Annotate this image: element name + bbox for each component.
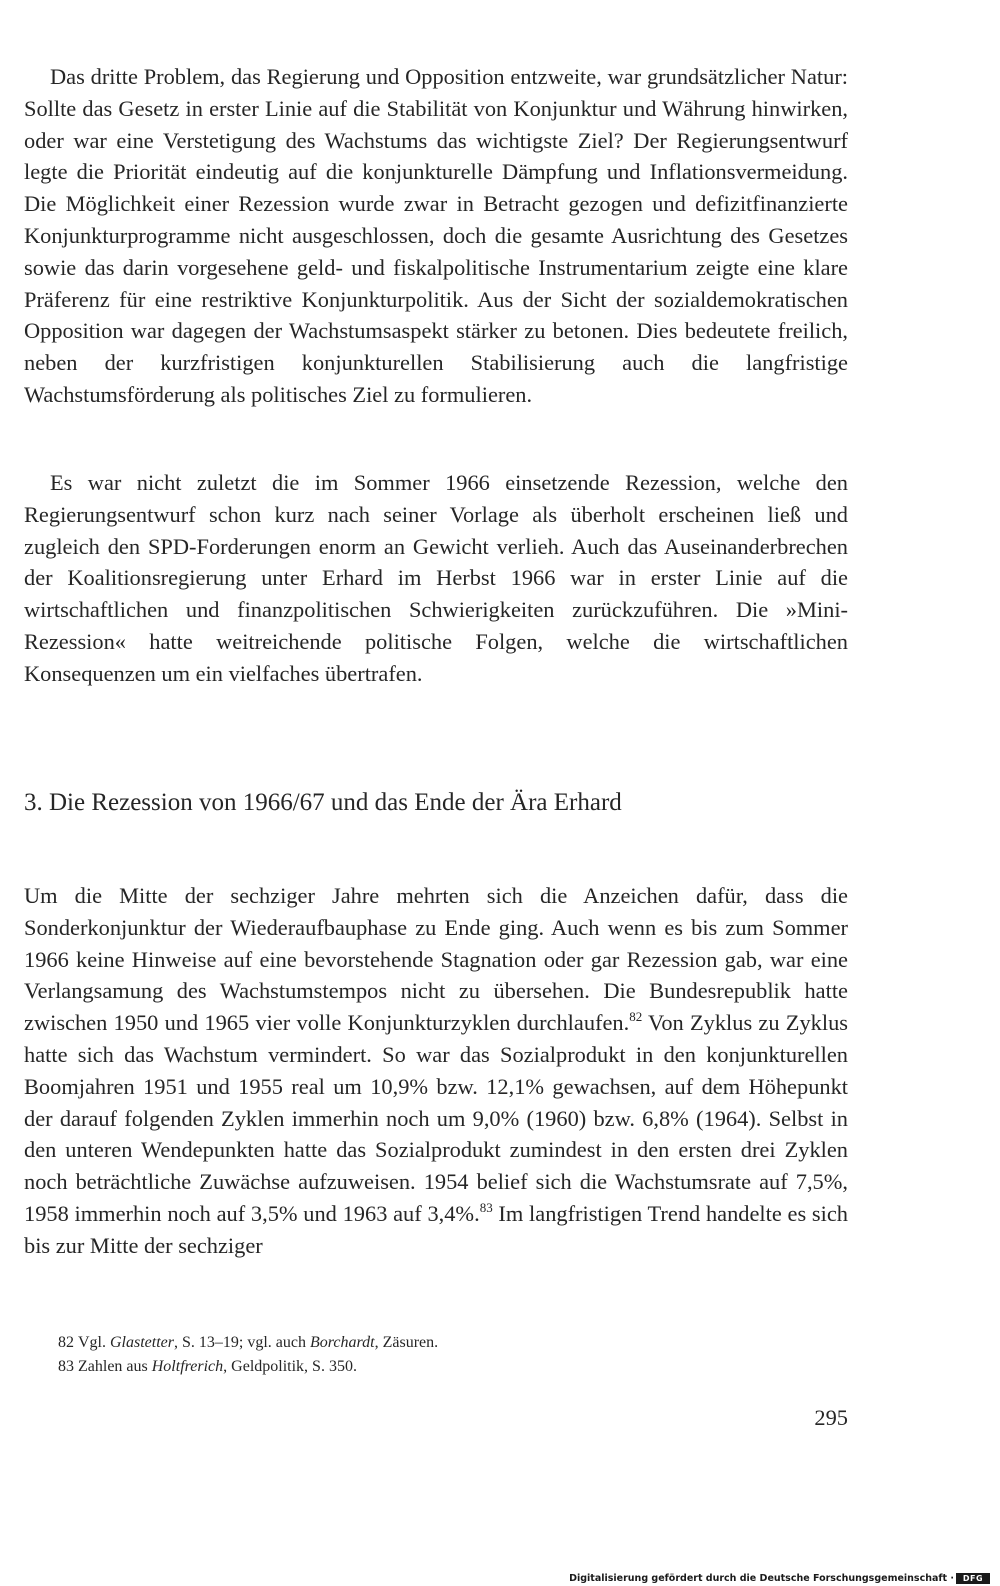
footnote-reference[interactable]: 83 xyxy=(479,1199,493,1215)
footnote-author: Holtfrerich xyxy=(151,1358,224,1375)
footnote-text: , S. 13–19; vgl. auch xyxy=(174,1334,310,1351)
page-number: 295 xyxy=(814,1405,848,1430)
footnote-text: Zahlen aus xyxy=(78,1358,152,1375)
paragraph-text: Im langfristigen Trend handelte es sich bis zur Mitte der sechziger xyxy=(24,1200,848,1258)
footnote-text: , Zäsuren. xyxy=(374,1334,439,1351)
footnote-number: 83 xyxy=(58,1358,74,1375)
digitization-credit: Digitalisierung gefördert durch die Deutsche Forschungsgemeinschaft · xyxy=(569,1573,954,1584)
footnote-text: , Geldpolitik, S. 350. xyxy=(223,1358,357,1375)
footnote xyxy=(58,1355,758,1379)
footnote xyxy=(58,1331,758,1355)
body-paragraph: Das dritte Problem, das Regierung und Opposition entzweite, war grundsätzlicher Natur: Sollte das Gesetz in erster Linie auf die Stabilität von Konjunktur und Währung hinwirken, oder war eine Verstetigung des Wachstums das wichtigste Ziel? Der Regierungsentwurf legte die Priorität eindeutig auf die konjunkturelle Dämpfung und Inflationsvermeidung. Die Möglichkeit einer Rezession wurde zwar in Betracht gezogen und defizitfinanzierte Konjunkturprogramme nicht ausgeschlossen, doch die gesamte Ausrichtung des Gesetzes sowie das darin vorgesehene geld- und fiskalpolitische Instrumentarium zeigte eine klare Präferenz für eine restriktive Konjunkturpolitik. Aus der Sicht der sozialdemokratischen Opposition war dagegen der Wachstumsaspekt stärker zu betonen. Dies bedeutete freilich, neben der kurzfristigen konjunkturellen Stabilisierung auch die langfristige Wachstumsförderung als politisches Ziel zu formulieren. xyxy=(24,64,848,407)
body-paragraph xyxy=(24,880,848,1262)
footnote-author: Glastetter xyxy=(110,1334,174,1351)
footnote-reference[interactable]: 82 xyxy=(629,1009,643,1025)
footnote-author: Borchardt xyxy=(310,1334,375,1351)
footnotes xyxy=(58,1331,758,1379)
footnote-number: 82 xyxy=(58,1334,74,1351)
footnote-text: Vgl. xyxy=(78,1334,110,1351)
body-paragraph: Es war nicht zuletzt die im Sommer 1966 einsetzende Rezession, welche den Regierungsentwurf schon kurz nach seiner Vorlage als überholt erscheinen ließ und zugleich den SPD-Forderungen enorm an Gewicht verlieh. Auch das Auseinanderbrechen der Koalitionsregierung unter Erhard im Herbst 1966 war in erster Linie auf die wirtschaftlichen und finanzpolitischen Schwierigkeiten zurückzuführen. Die »Mini-Rezession« hatte weitreichende politische Folgen, welche die wirtschaftlichen Konsequenzen um ein vielfaches übertrafen. xyxy=(24,470,848,686)
dfg-logo: DFG xyxy=(956,1573,990,1584)
paragraph-text: Von Zyklus zu Zyklus hatte sich das Wachstum vermindert. So war das Sozialprodukt in den konjunkturellen Boomjahren 1951 und 1955 real um 10,9% bzw. 12,1% gewachsen, auf dem Höhepunkt der darauf folgenden Zyklen immerhin noch um 9,0% (1960) bzw. 6,8% (1964). Selbst in den unteren Wendepunkten hatte das Sozialprodukt zumindest in den ersten drei Zyklen noch beträchtliche Zuwächse aufzuweisen. 1954 belief sich die Wachstumsrate auf 7,5%, 1958 immerhin noch auf 3,5% und 1963 auf 3,4%. xyxy=(24,1010,849,1226)
section-heading: 3. Die Rezession von 1966/67 und das Ende der Ära Erhard xyxy=(24,789,622,816)
paragraph-text: Um die Mitte der sechziger Jahre mehrten sich die Anzeichen dafür, dass die Sonderkonjunktur der Wiederaufbauphase zu Ende ging. Auch wenn es bis zum Sommer 1966 keine Hinweise auf eine bevorstehende Stagnation oder gar Rezession gab, war eine Verlangsamung des Wachstumstempos nicht zu übersehen. Die Bundesrepublik hatte zwischen 1950 und 1965 vier volle Konjunkturzyklen durchlaufen. xyxy=(24,883,848,1036)
